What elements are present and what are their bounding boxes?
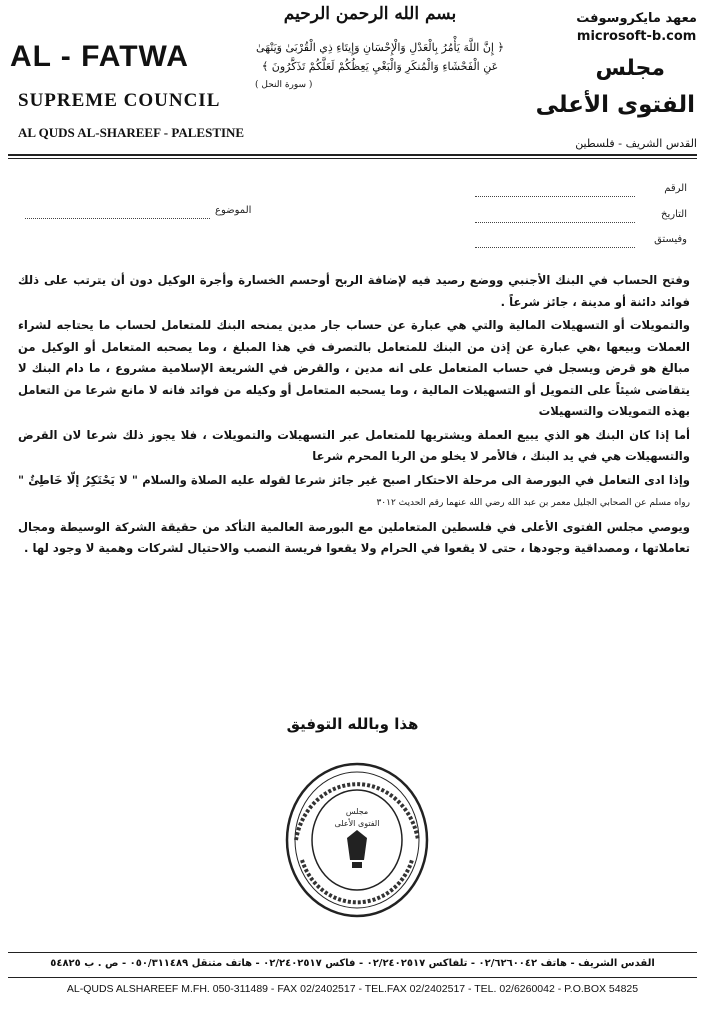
- seal-text-line2: الفتوى الأعلى: [334, 819, 380, 828]
- ref-label: الرقم: [664, 183, 687, 194]
- header-divider-thin: [8, 158, 697, 159]
- seal-text-line1: مجلس: [345, 807, 369, 816]
- date-field: [661, 209, 687, 220]
- subject-line: [25, 208, 210, 219]
- subject-label: الموضوع: [215, 205, 252, 216]
- org-name-ar-line1: مجلس: [595, 56, 665, 81]
- date-label: التاريخ: [661, 209, 687, 220]
- hadith-quote: " لا يَحْتَكِرُ إلّا خَاطِئٌ ": [18, 472, 138, 487]
- paragraph-5: ويوصي مجلس الفتوى الأعلى في فلسطين المتعاملين مع البورصة العالمية التأكد من حقيقة الشركة الوسيطة ومجال تعاملاتها ، ومصداقية وجودها ، حتى لا يقعوا في الحرام ولا يقعوا فريسة النصب والاحتيال لشركات وهمية لا وجود لها .: [18, 519, 690, 555]
- date2-field: [654, 234, 687, 245]
- ref-line: [475, 186, 635, 197]
- paragraph-1: وفتح الحساب في البنك الأجنبي ووضع رصيد فيه لإضافة الربح أوحسم الخسارة وأجرة الوكيل دون أن يترتب على ذلك فوائد دائنة أو مدينة ، جائز شرعاً .: [18, 273, 690, 309]
- hadith-reference: رواه مسلم عن الصحابي الجليل معمر بن عبد الله رضي الله عنهما رقم الحديث ٣٠١٢: [376, 498, 690, 508]
- org-name-ar-line2: الفتوى الأعلى: [535, 92, 695, 118]
- watermark-url: microsoft-b.com: [576, 29, 697, 44]
- footer-divider-2: [8, 977, 697, 978]
- header-divider: [8, 154, 697, 156]
- org-subtitle-en: SUPREME COUNCIL: [18, 90, 221, 111]
- date-line: [475, 212, 635, 223]
- date2-line: [475, 237, 635, 248]
- official-seal: [282, 760, 432, 920]
- org-location-en: AL QUDS AL-SHAREEF - PALESTINE: [18, 125, 245, 140]
- watermark-arabic: معهد مايكروسوفت: [576, 11, 697, 26]
- footer-contact-ar: القدس الشريف - هاتف ٠٢/٦٢٦٠٠٤٢ - تلفاكس ٠٢/٢٤٠٢٥١٧ - فاكس ٠٢/٢٤٠٢٥١٧ - هاتف متنقل ٠٥٠/٣١١٤٨٩ - ص . ب ٥٤٨٢٥: [50, 958, 655, 969]
- footer-contact-en: AL-QUDS ALSHAREEF M.FH. 050-311489 - FAX 02/2402517 - TEL.FAX 02/2402517 - TEL. 02/6260042 - P.O.BOX 54825: [66, 983, 639, 995]
- paragraph-4-text: وإذا ادى التعامل في البورصة الى مرحلة الاحتكار اصبح غير جائز شرعا لقوله عليه الصلاة والسلام: [142, 472, 691, 487]
- org-location-ar: القدس الشريف - فلسطين: [575, 137, 697, 150]
- ref-field: [664, 183, 687, 194]
- quran-verse: ﴿ إِنَّ اللَّهَ يَأْمُرُ بِالْعَدْلِ وَالْإِحْسَانِ وَإِيتَاءِ ذِي الْقُرْبَىٰ وَيَنْهَىٰ عَنِ الْفَحْشَاءِ وَالْمُنكَرِ وَالْبَغْيِ يَعِظُكُمْ لَعَلَّكُمْ تَذَكَّرُونَ ﴾: [256, 41, 504, 73]
- closing-line: هذا وبالله التوفيق: [286, 715, 419, 733]
- seal-graphic: [287, 764, 427, 916]
- fatwa-body: [18, 270, 690, 562]
- org-name-en: AL - FATWA: [10, 40, 189, 73]
- basmala: بسم الله الرحمن الرحيم: [283, 4, 457, 24]
- watermark: [576, 10, 697, 46]
- subject-field: [215, 205, 251, 216]
- paragraph-3: أما إذا كان البنك هو الذي يبيع العملة ويشتريها للمتعامل عبر التسهيلات والتمويلات ، فلا يجوز ذلك شرعا لان القرض والتسهيلات هي في يد البنك ، فالأمر لا يخلو من الربا المحرم شرعا: [18, 427, 690, 463]
- paragraph-2: والتمويلات أو التسهيلات المالية والتي هي عبارة عن حساب جار مدين يمنحه البنك للمتعامل لحساب ما يحتاجه لشراء العملات وبيعها ،هي عبارة عن إذن من البنك للمتعامل بالتصرف في هذا المبلغ ، وما يصحبه المتعامل أو الوكيل من مبالغ هو قرض ويسجل في حساب المتعامل على انه مدين ، والقرض في الشريعة الإسلامية مشروع ، ما دام البنك لا يتقاضى شيئاً على التمويل أو التسهيلات المالية ، وما يسحبه المتعامل أو وكيله من فوائد فانه لا مانع شرعا من التعامل بهذه التمويلات والتسهيلات: [18, 318, 690, 418]
- surah-reference: ( سورة النحل ): [255, 80, 313, 90]
- footer-divider: [8, 952, 697, 953]
- paragraph-4: [18, 470, 690, 515]
- date2-label: وفيستق: [654, 234, 687, 245]
